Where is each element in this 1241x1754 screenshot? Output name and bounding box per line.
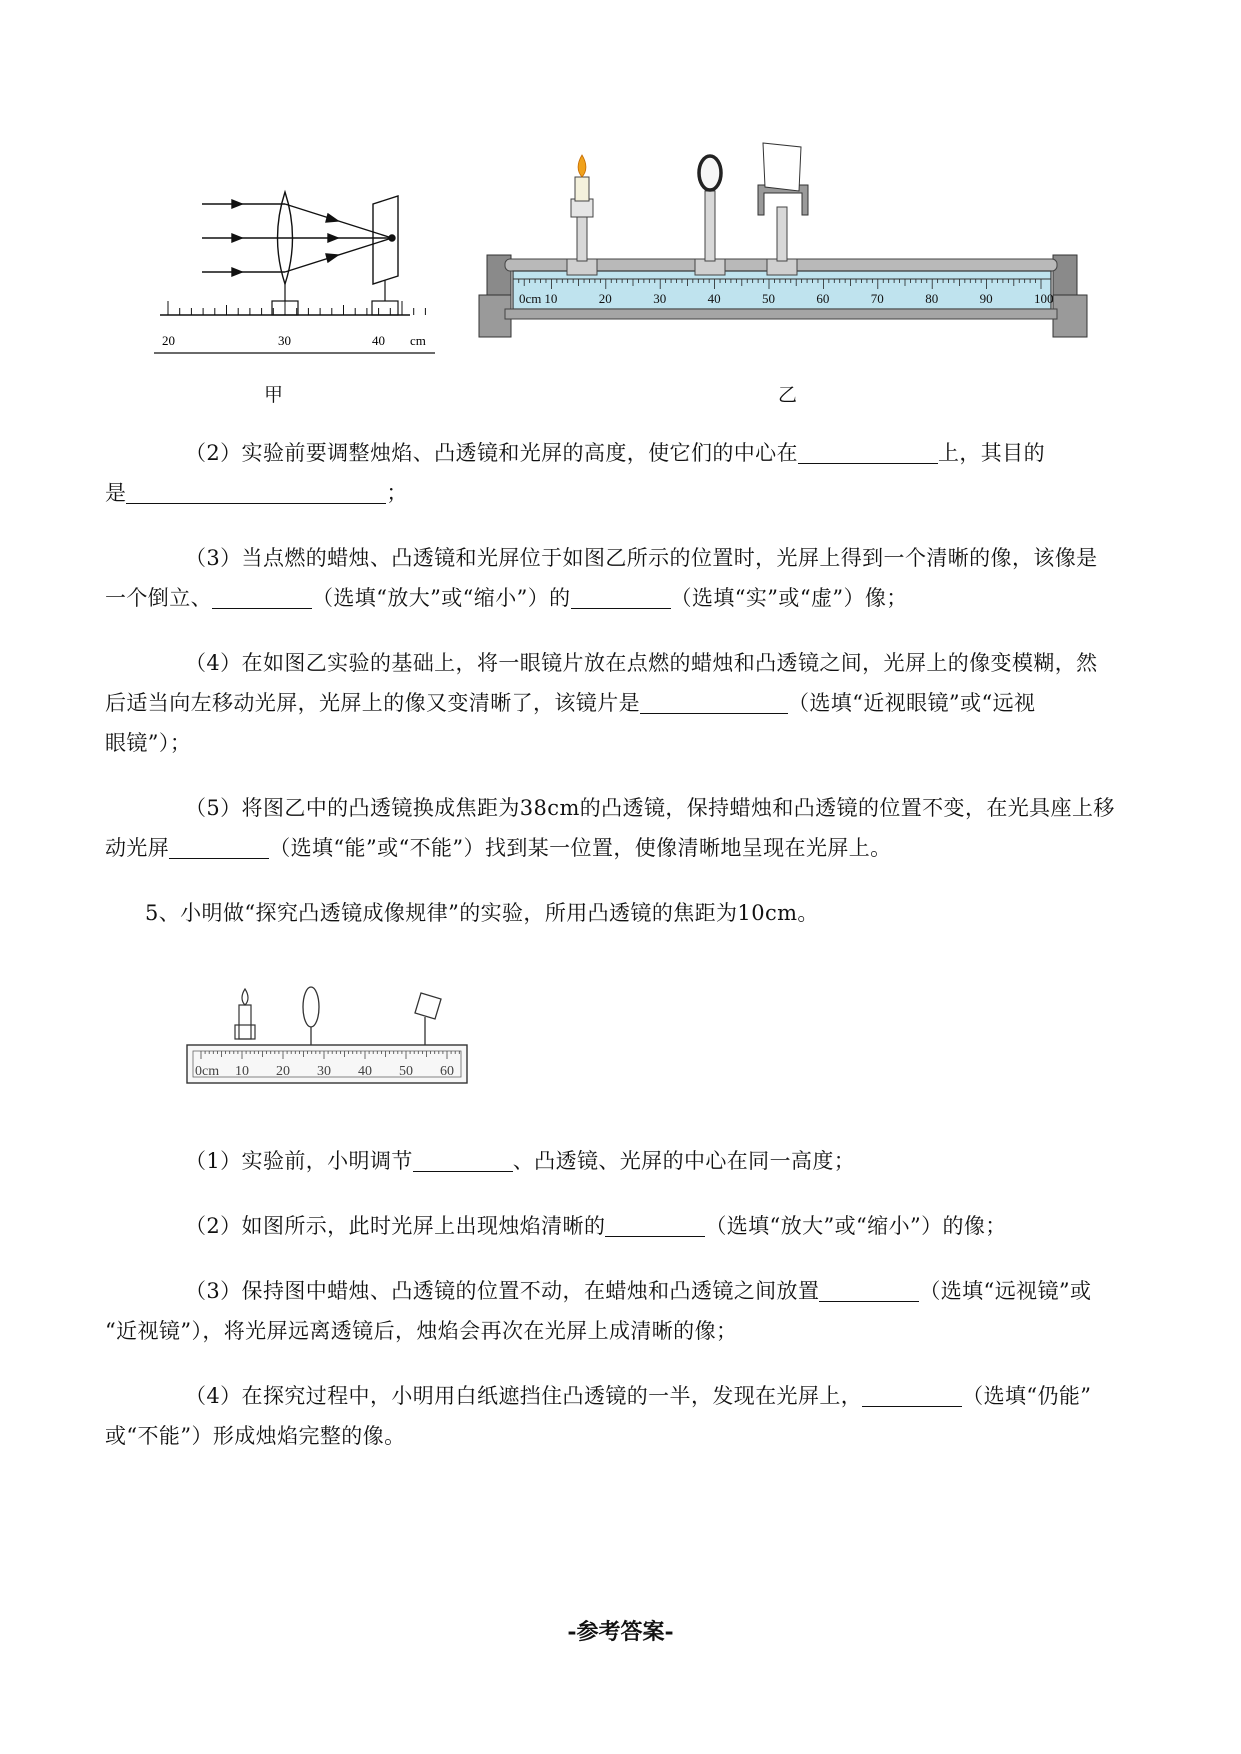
q4-p5-text-c: （选填“能”或“不能”）找到某一位置，使像清晰地呈现在光屏上。 <box>269 836 892 860</box>
q4-p4-blank[interactable] <box>640 687 788 714</box>
q4-p4-text-b: 后适当向左移动光屏，光屏上的像又变清晰了，该镜片是 <box>105 691 640 715</box>
q4-p2-text-a: （2）实验前要调整烛焰、凸透镜和光屏的高度，使它们的中心在 <box>185 441 798 465</box>
q4-p3-text-d: （选填“实”或“虚”）像； <box>670 586 908 610</box>
q4-p2-blank-1[interactable] <box>798 437 938 464</box>
yi-scale-label: 60 <box>816 291 830 306</box>
q4-p4-text-a: （4）在如图乙实验的基础上，将一眼镜片放在点燃的蜡烛和凸透镜之间，光屏上的像变模糊，然 <box>185 651 1098 675</box>
yi-scale-label: 100 <box>1034 291 1054 306</box>
q4-p2-text-c: 是 <box>105 481 127 505</box>
q4-part5 <box>105 788 1165 868</box>
q5-sub2 <box>145 1206 1165 1246</box>
figure-yi <box>475 155 1095 355</box>
q5-ruler-label: 0cm <box>195 1064 220 1079</box>
q5-candle <box>235 989 255 1039</box>
yi-scale-label: 70 <box>870 291 884 306</box>
q5-sub3 <box>105 1271 1165 1351</box>
q4-p5-text-b: 动光屏 <box>105 836 170 860</box>
yi-scale-label: 30 <box>653 291 667 306</box>
q4-p3-blank-1[interactable] <box>212 582 312 609</box>
q5-screen <box>415 993 441 1045</box>
figure-q5 <box>185 985 475 1095</box>
q4-p4-text-d: 眼镜”）； <box>105 731 192 755</box>
q4-p3-text-b: 一个倒立、 <box>105 586 212 610</box>
figure-jia <box>162 190 460 360</box>
yi-scale-label: 0cm <box>519 291 542 306</box>
yi-scale-label: 50 <box>762 291 775 306</box>
q4-p2-blank-2[interactable] <box>126 477 386 504</box>
q5-ruler-label: 10 <box>235 1064 249 1079</box>
q5-s1-blank[interactable] <box>413 1145 513 1172</box>
yi-scale-label: 80 <box>925 291 939 306</box>
q5-s2-blank[interactable] <box>605 1210 705 1237</box>
q5-stem: 5、小明做“探究凸透镜成像规律”的实验，所用凸透镜的焦距为10cm。 <box>145 901 819 925</box>
q5-s4-text-b: （选填“仍能” <box>962 1384 1092 1408</box>
q5-s1-text-a: （1）实验前，小明调节 <box>185 1149 413 1173</box>
q5-s2-text-b: （选填“放大”或“缩小”）的像； <box>705 1214 1007 1238</box>
jia-ruler-label-30: 30 <box>278 333 291 348</box>
q4-p3-text-c: （选填“放大”或“缩小”）的 <box>312 586 571 610</box>
q4-part4 <box>105 643 1165 763</box>
q4-p3-blank-2[interactable] <box>571 582 671 609</box>
jia-ruler-label-40: 40 <box>372 333 385 348</box>
candle <box>567 155 597 275</box>
q5-s3-text-c: “近视镜”），将光屏远离透镜后，烛焰会再次在光屏上成清晰的像； <box>105 1319 738 1343</box>
q5-ruler-label: 50 <box>399 1064 413 1079</box>
yi-scale-label: 40 <box>707 291 721 306</box>
jia-ruler-label-20: 20 <box>162 333 175 348</box>
q5-sub4 <box>105 1376 1165 1456</box>
q5-s4-blank[interactable] <box>862 1380 962 1407</box>
yi-scale-label: 90 <box>979 291 993 306</box>
figure-jia-caption: 甲 <box>264 384 284 406</box>
q4-p5-blank[interactable] <box>169 832 269 859</box>
answer-heading: -参考答案- <box>567 1619 674 1645</box>
convex-lens <box>695 156 725 275</box>
q5-s3-text-a: （3）保持图中蜡烛、凸透镜的位置不动，在蜡烛和凸透镜之间放置 <box>185 1279 820 1303</box>
q5-lens <box>303 987 319 1045</box>
q5-s3-text-b: （选填“远视镜”或 <box>919 1279 1092 1303</box>
q4-part2 <box>105 433 1165 513</box>
figure-yi-caption: 乙 <box>778 384 798 406</box>
yi-scale-label: 10 <box>544 291 558 306</box>
q4-p3-text-a: （3）当点燃的蜡烛、凸透镜和光屏位于如图乙所示的位置时，光屏上得到一个清晰的像，该像是 <box>185 546 1098 570</box>
q4-p2-text-b: 上，其目的 <box>937 441 1045 465</box>
q4-p4-text-c: （选填“近视眼镜”或“远视 <box>788 691 1036 715</box>
q5-s3-blank[interactable] <box>819 1275 919 1302</box>
q5-ruler-label: 40 <box>358 1064 372 1079</box>
q5-ruler-label: 60 <box>440 1064 454 1079</box>
q4-part3 <box>105 538 1165 618</box>
q5-ruler-label: 20 <box>276 1064 290 1079</box>
q5-sub1 <box>145 1141 1165 1181</box>
q5-s2-text-a: （2）如图所示，此时光屏上出现烛焰清晰的 <box>185 1214 606 1238</box>
jia-ruler-unit: cm <box>410 333 426 348</box>
q5-ruler-label: 30 <box>317 1064 331 1079</box>
q5-s1-text-b: 、凸透镜、光屏的中心在同一高度； <box>512 1149 856 1173</box>
yi-scale-label: 20 <box>598 291 612 306</box>
q5-s4-text-a: （4）在探究过程中，小明用白纸遮挡住凸透镜的一半，发现在光屏上， <box>185 1384 863 1408</box>
light-screen <box>758 143 808 275</box>
q4-p2-text-d: ； <box>386 481 408 505</box>
q4-p5-text-a: （5）将图乙中的凸透镜换成焦距为38cm的凸透镜，保持蜡烛和凸透镜的位置不变，在光具座上移 <box>185 796 1115 820</box>
q5-s4-text-c: 或“不能”）形成烛焰完整的像。 <box>105 1424 406 1448</box>
